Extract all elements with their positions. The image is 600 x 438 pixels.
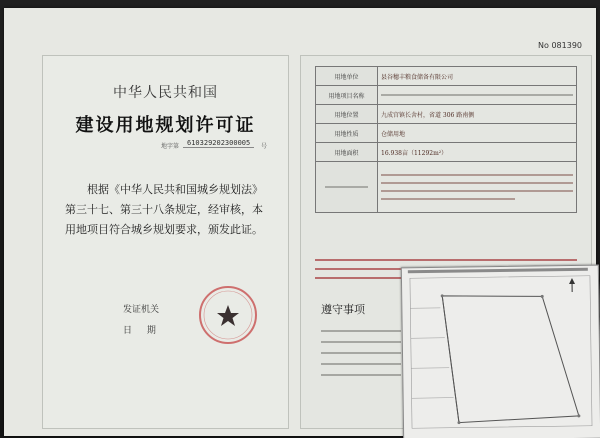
site-plan-drawing [402,266,600,438]
table-row [316,143,577,162]
table-row [316,105,577,124]
project-info-table [315,66,577,213]
issuer-label: 发证机关 [123,305,160,315]
official-seal-icon [197,284,259,346]
rules-list [321,321,401,385]
row-value: 县谷穗丰粮食储备有限公司 [378,67,577,86]
country-heading: 中华人民共和国 [113,85,218,101]
certificate-number: 610329202300005 [183,139,254,148]
row-value: 九成宫镇长舍村，省道 306 路南侧 [378,105,577,124]
notes-heading: 遵守事项 [321,303,365,316]
serial-number: No 081390 [538,41,582,50]
table-row [316,124,577,143]
table-row [316,162,577,213]
row-value [378,162,577,213]
row-value: 16.938亩（11292m²） [378,143,577,162]
row-label: 用地面积 [316,143,378,162]
number-unit: 号 [261,143,268,150]
table-row [316,86,577,105]
row-label: 用地位置 [316,105,378,124]
row-label: 用地单位 [316,67,378,86]
row-label: 用地项目名称 [316,86,378,105]
row-value [378,86,577,105]
row-value: 仓储用地 [378,124,577,143]
row-label [316,162,378,213]
certificate-page [42,55,289,429]
table-row [316,67,577,86]
row-label: 用地性质 [316,124,378,143]
date-label: 日 期 [123,326,162,336]
certificate-title: 建设用地规划许可证 [75,115,256,136]
number-label: 地字第 [161,143,180,150]
certificate-body: 根据《中华人民共和国城乡规划法》第三十七、第三十八条规定，经审核，本用地项目符合城乡规划要求，颁发此证。 [65,183,263,236]
site-plan-photo [401,265,600,438]
